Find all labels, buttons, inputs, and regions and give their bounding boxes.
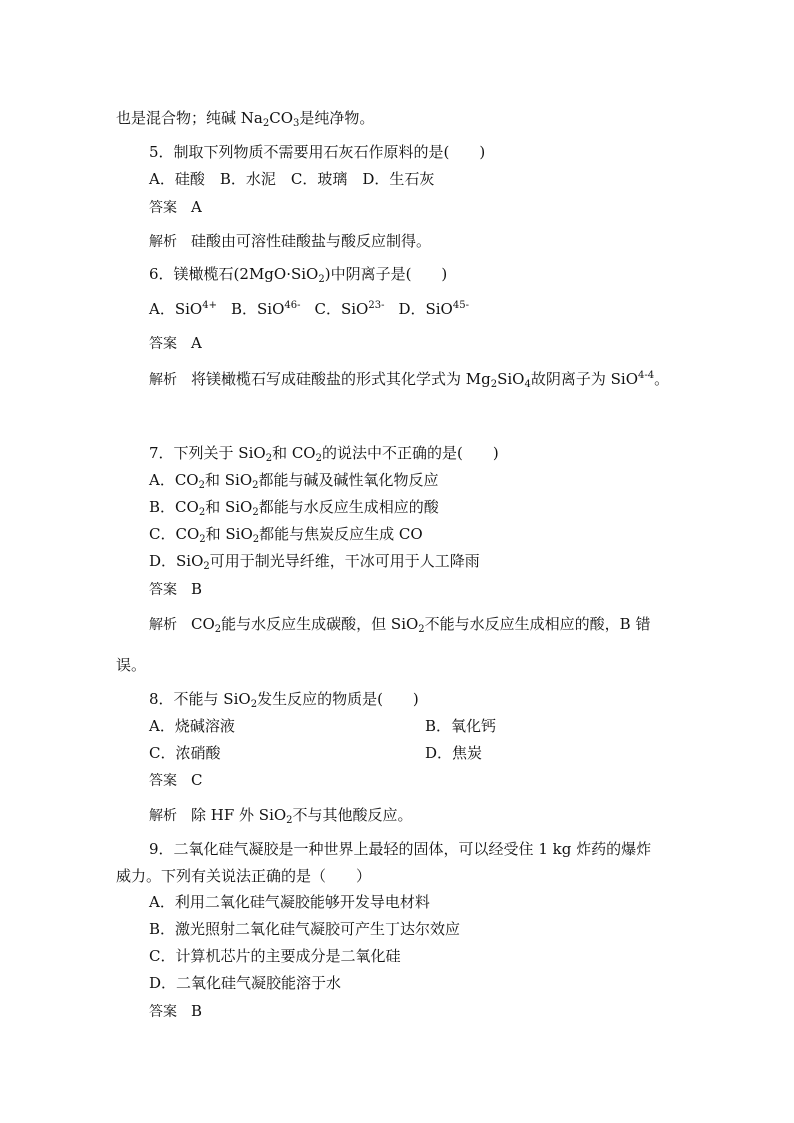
q7-analysis-tail: 误。 bbox=[116, 656, 147, 674]
q6-answer: 答案 A bbox=[149, 334, 202, 352]
q7-answer: 答案 B bbox=[149, 580, 203, 598]
q8-option-b: B．氧化钙 bbox=[425, 717, 497, 735]
q5-options: A．硅酸 B．水泥 C．玻璃 D．生石灰 bbox=[149, 170, 435, 188]
q5-stem: 5．制取下列物质不需要用石灰石作原料的是( ) bbox=[149, 143, 486, 161]
q9-option-b: B．激光照射二氧化硅气凝胶可产生丁达尔效应 bbox=[149, 920, 461, 938]
q8-option-c: C．浓硝酸 bbox=[149, 744, 221, 762]
q6-stem: 6．镁橄榄石(2MgO·SiO$_2$)中阴离子是( ) bbox=[149, 265, 448, 285]
q6-analysis: 解析 将镁橄榄石写成硅酸盐的形式其化学式为 $Mg_2SiO_4$故阴离子为 SiO$^{4-4}$。 bbox=[149, 370, 670, 390]
q5-analysis: 解析 硅酸由可溶性硅酸盐与酸反应制得。 bbox=[149, 232, 432, 250]
q7-option-a: A．$CO_2$和 SiO$_2$都能与碱及碱性氧化物反应 bbox=[149, 471, 439, 491]
q7-option-d: D．SiO$_2$可用于制光导纤维，干冰可用于人工降雨 bbox=[149, 552, 480, 572]
q7-analysis: 解析 $CO_2$能与水反应生成碳酸，但 SiO$_2$不能与水反应生成相应的酸，B 错 bbox=[149, 615, 651, 635]
q9-stem-line1: 9．二氧化硅气凝胶是一种世界上最轻的固体，可以经受住 1 kg 炸药的爆炸 bbox=[149, 840, 652, 858]
q9-option-a: A．利用二氧化硅气凝胶能够开发导电材料 bbox=[149, 893, 430, 911]
q9-option-c: C．计算机芯片的主要成分是二氧化硅 bbox=[149, 947, 401, 965]
q8-stem: 8．不能与 SiO$_2$发生反应的物质是( ) bbox=[149, 690, 419, 710]
q8-answer: 答案 C bbox=[149, 771, 203, 789]
q9-stem-line2: 威力。下列有关说法正确的是（ ） bbox=[116, 867, 372, 885]
q8-analysis: 解析 除 HF 外 SiO$_2$不与其他酸反应。 bbox=[149, 806, 413, 826]
q7-stem: 7．下列关于 SiO$_2$和 $CO_2$的说法中不正确的是( ) bbox=[149, 444, 499, 464]
q5-answer: 答案 A bbox=[149, 198, 202, 216]
prev-analysis-tail: 也是混合物；纯碱 $Na_2CO_3$是纯净物。 bbox=[116, 109, 375, 129]
q7-option-b: B．$CO_2$和 SiO$_2$都能与水反应生成相应的酸 bbox=[149, 498, 439, 518]
q7-option-c: C．$CO_2$和 SiO$_2$都能与焦炭反应生成 CO bbox=[149, 525, 423, 545]
q9-option-d: D．二氧化硅气凝胶能溶于水 bbox=[149, 974, 342, 992]
q8-option-a: A．烧碱溶液 bbox=[149, 717, 235, 735]
q6-options: A．SiO$^{4+}$ B．SiO$^{46-}$ C．SiO$^{23-}$ D．SiO$^{45-}$ bbox=[149, 300, 469, 318]
q8-option-d: D．焦炭 bbox=[425, 744, 483, 762]
q9-answer: 答案 B bbox=[149, 1002, 203, 1020]
